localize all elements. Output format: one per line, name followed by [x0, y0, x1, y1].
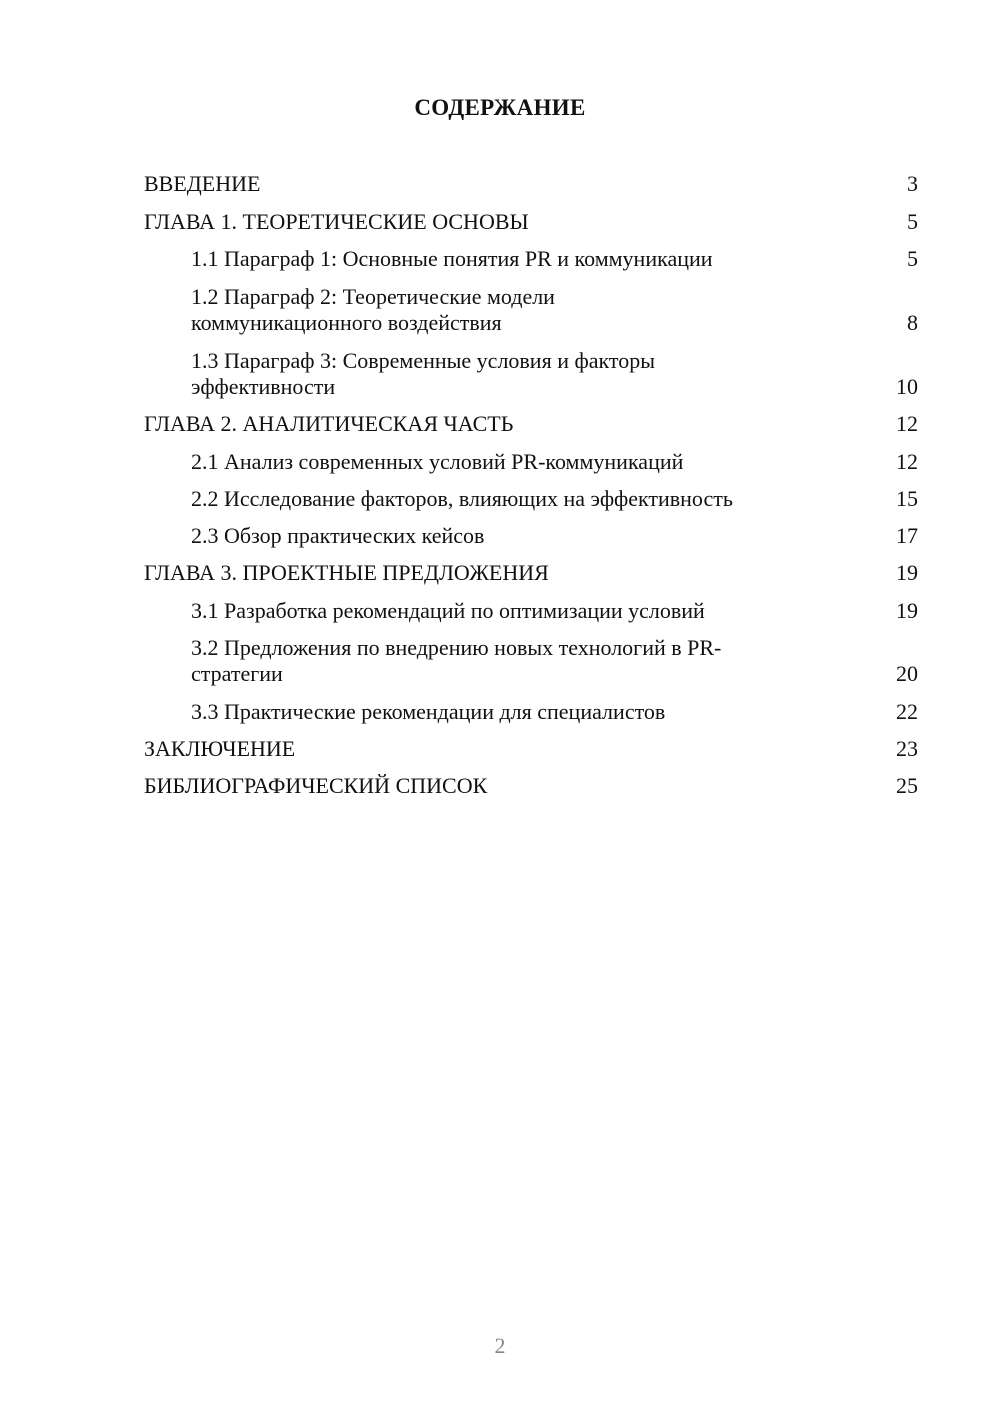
- toc-entry-text: ГЛАВА 3. ПРОЕКТНЫЕ ПРЕДЛОЖЕНИЯ: [144, 560, 549, 585]
- toc-entry-text: ЗАКЛЮЧЕНИЕ: [144, 736, 296, 761]
- toc-entry-section-3-3: [191, 699, 918, 725]
- toc-entry-page: 15: [896, 486, 918, 511]
- toc-entry-page: 20: [896, 661, 918, 686]
- toc-entry-chapter-2: [144, 411, 918, 437]
- toc-entry-conclusion: [144, 736, 918, 762]
- toc-entry-text: 2.1 Анализ современных условий PR-коммуникаций: [191, 449, 684, 474]
- toc-entry-page: 12: [896, 449, 918, 474]
- toc-entry-page: 5: [907, 246, 918, 271]
- toc-entry-section-1-2: [191, 284, 918, 336]
- toc-title: СОДЕРЖАНИЕ: [414, 95, 586, 120]
- toc-entry-text: 3.3 Практические рекомендации для специалистов: [191, 699, 666, 724]
- toc-entry-section-3-1: [191, 598, 918, 624]
- toc-entry-section-1-1: [191, 246, 918, 272]
- toc-entry-page: 8: [907, 310, 918, 335]
- toc-entry-page: 10: [896, 374, 918, 399]
- toc-entry-page: 25: [896, 773, 918, 798]
- toc-entry-page: 12: [896, 411, 918, 436]
- toc-entry-page: 3: [907, 171, 918, 196]
- toc-entry-section-1-3: [191, 348, 918, 400]
- toc-entry-page: 19: [896, 598, 918, 623]
- toc-entry-text: 3.1 Разработка рекомендаций по оптимизации условий: [191, 598, 705, 623]
- page-number: 2: [494, 1333, 506, 1358]
- toc-entry-page: 5: [907, 209, 918, 234]
- toc-entry-text: БИБЛИОГРАФИЧЕСКИЙ СПИСОК: [144, 773, 488, 798]
- toc-entry-chapter-1: [144, 209, 918, 235]
- toc-entry-page: 22: [896, 699, 918, 724]
- toc-entry-page: 17: [896, 523, 918, 548]
- toc-entry-section-2-1: [191, 449, 918, 475]
- toc-entry-text: 1.1 Параграф 1: Основные понятия PR и коммуникации: [191, 246, 713, 271]
- toc-entry-section-2-3: [191, 523, 918, 549]
- toc-entry-text: ВВЕДЕНИЕ: [144, 171, 261, 196]
- toc-entry-text: 1.2 Параграф 2: Теоретические модели коммуникационного воздействия: [191, 284, 555, 335]
- toc-entry-text: 2.2 Исследование факторов, влияющих на эффективность: [191, 486, 733, 511]
- toc-entry-text: 1.3 Параграф 3: Современные условия и факторы эффективности: [191, 348, 655, 399]
- toc-entry-text: ГЛАВА 1. ТЕОРЕТИЧЕСКИЕ ОСНОВЫ: [144, 209, 529, 234]
- toc-entry-introduction: [144, 171, 918, 197]
- toc-entry-text: ГЛАВА 2. АНАЛИТИЧЕСКАЯ ЧАСТЬ: [144, 411, 514, 436]
- toc-entry-bibliography: [144, 773, 918, 799]
- toc-entry-page: 23: [896, 736, 918, 761]
- toc-entry-text: 2.3 Обзор практических кейсов: [191, 523, 485, 548]
- toc-entry-chapter-3: [144, 560, 918, 586]
- toc-entry-section-2-2: [191, 486, 918, 512]
- toc-entry-section-3-2: [191, 635, 918, 687]
- toc-entry-text: 3.2 Предложения по внедрению новых технологий в PR-стратегии: [191, 635, 722, 686]
- toc-entry-page: 19: [896, 560, 918, 585]
